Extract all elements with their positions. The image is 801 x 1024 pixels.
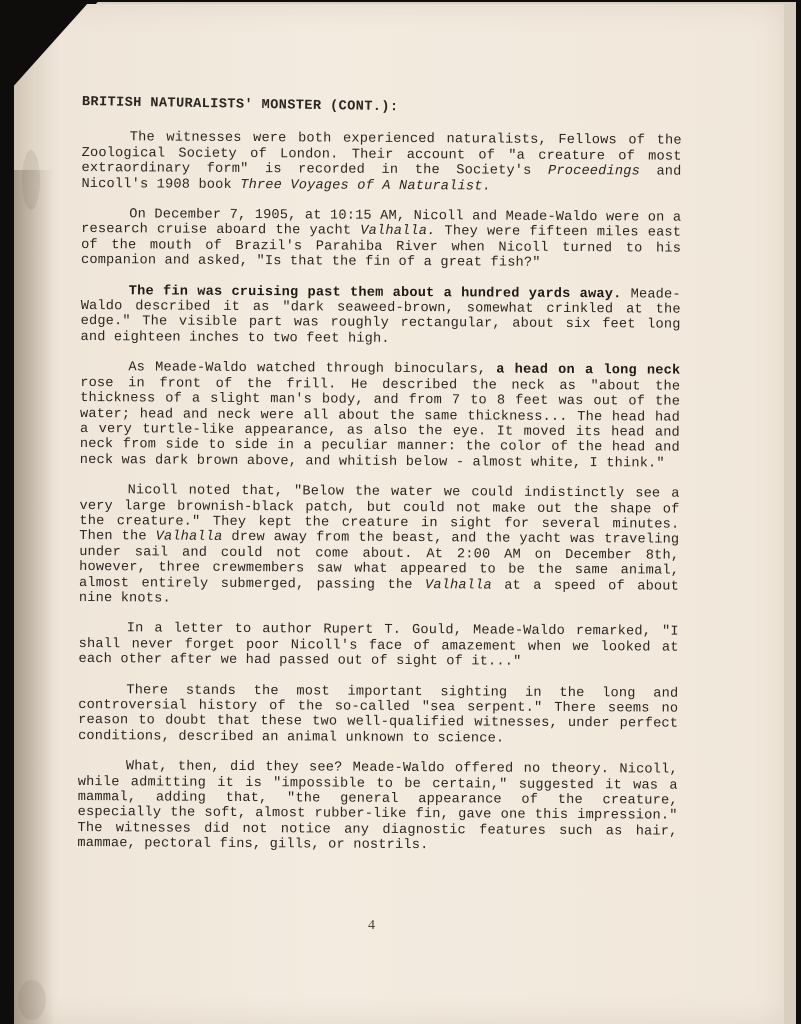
text-segment: There stands the most important sighting in the long and controversial history of the so-called "sea serpent." There seems no reason to doubt that these two well-qualified witnesses, under perfect conditions, described an animal unknown to science. — [78, 682, 679, 747]
body-paragraph — [79, 621, 679, 671]
document-body — [77, 95, 682, 870]
text-segment: Valhalla — [424, 577, 492, 594]
text-segment: and Nicoll's 1908 book — [81, 164, 682, 193]
text-segment: Valhalla. — [360, 224, 436, 240]
text-segment: What, then, did they see? Meade-Waldo offered no theory. Nicoll, while admitting it is "impossible to be certain," suggested it was a mammal, adding that, "the general appearance of the creature, especially the soft, almost rubber-like fin, gave one this impression." The witnesses did not notice any diagnostic features such as hair, mammae, pectoral fins, gills, or nostrils. — [77, 759, 678, 854]
document-heading: BRITISH NATURALISTS' MONSTER (CONT.): — [81, 95, 399, 116]
body-paragraph — [79, 483, 680, 610]
body-paragraph — [81, 130, 681, 195]
text-segment: at a speed of about nine knots. — [78, 578, 680, 607]
text-segment: Three Voyages of A Naturalist. — [240, 177, 492, 195]
body-paragraph — [77, 759, 678, 855]
text-segment: Proceedings — [547, 164, 641, 180]
text-segment: drew away from the beast, and the yacht was traveling under sail and could not come about. At 2:00 AM on December 8th, however, three crewmembers saw what appeared to be the same animal, almost entirely submerged, passing the — [78, 530, 680, 593]
text-segment: Nicoll noted that, "Below the water we could indistinctly see a very large brownish-black patch, but could not make out the shape of the creature." They kept the creature in sight for several minutes. Then the — [79, 483, 680, 545]
page-number: 4 — [368, 918, 375, 933]
body-paragraph — [81, 207, 681, 272]
body-paragraph — [80, 284, 680, 349]
text-segment: Valhalla — [155, 529, 223, 546]
text-segment: In a letter to author Rupert T. Gould, Meade-Waldo remarked, "I shall never forget poor Nicoll's face of amazement when we looked at each other after we had passed out of sight of it..." — [78, 621, 679, 670]
text-segment: rose in front of the frill. He described the neck as "about the thickness of a slight man's body, and from 7 to 8 feet was out of the water; head and neck were all about the same thickness... The head had a very turtle-like appearance, as also the eye. It moved its head and neck from side to side in a peculiar manner: the color of the head and neck was dark brown above, and whitish below - almost white, I think." — [79, 375, 681, 472]
text-segment: The witnesses were both experienced naturalists, Fellows of the Zoological Society of London. Their account of "a creature of most extraordinary form" is recorded in the Society's — [81, 130, 682, 180]
text-segment: Meade-Waldo described it as "dark seaweed-brown, somewhat crinkled at the edge." The visible part was roughly rectangular, about six feet long and eighteen inches to two feet high. — [80, 286, 681, 347]
text-segment: a head on a long neck — [496, 362, 681, 379]
text-segment: The fin was cruising past them about a hundred yards away. — [128, 283, 622, 302]
body-paragraph — [80, 360, 681, 472]
paragraphs-container — [77, 130, 681, 855]
text-segment: As Meade-Waldo watched through binoculars, — [128, 360, 497, 378]
text-segment: On December 7, 1905, at 10:15 AM, Nicoll and Meade-Waldo were on a research cruise aboard the yacht — [81, 207, 682, 240]
text-segment: They were fifteen miles east of the mouth of Brazil's Parahiba River when Nicoll turned to his companion and asked, "Is that the fin of a great fish?" — [80, 224, 682, 272]
body-paragraph — [78, 683, 678, 748]
